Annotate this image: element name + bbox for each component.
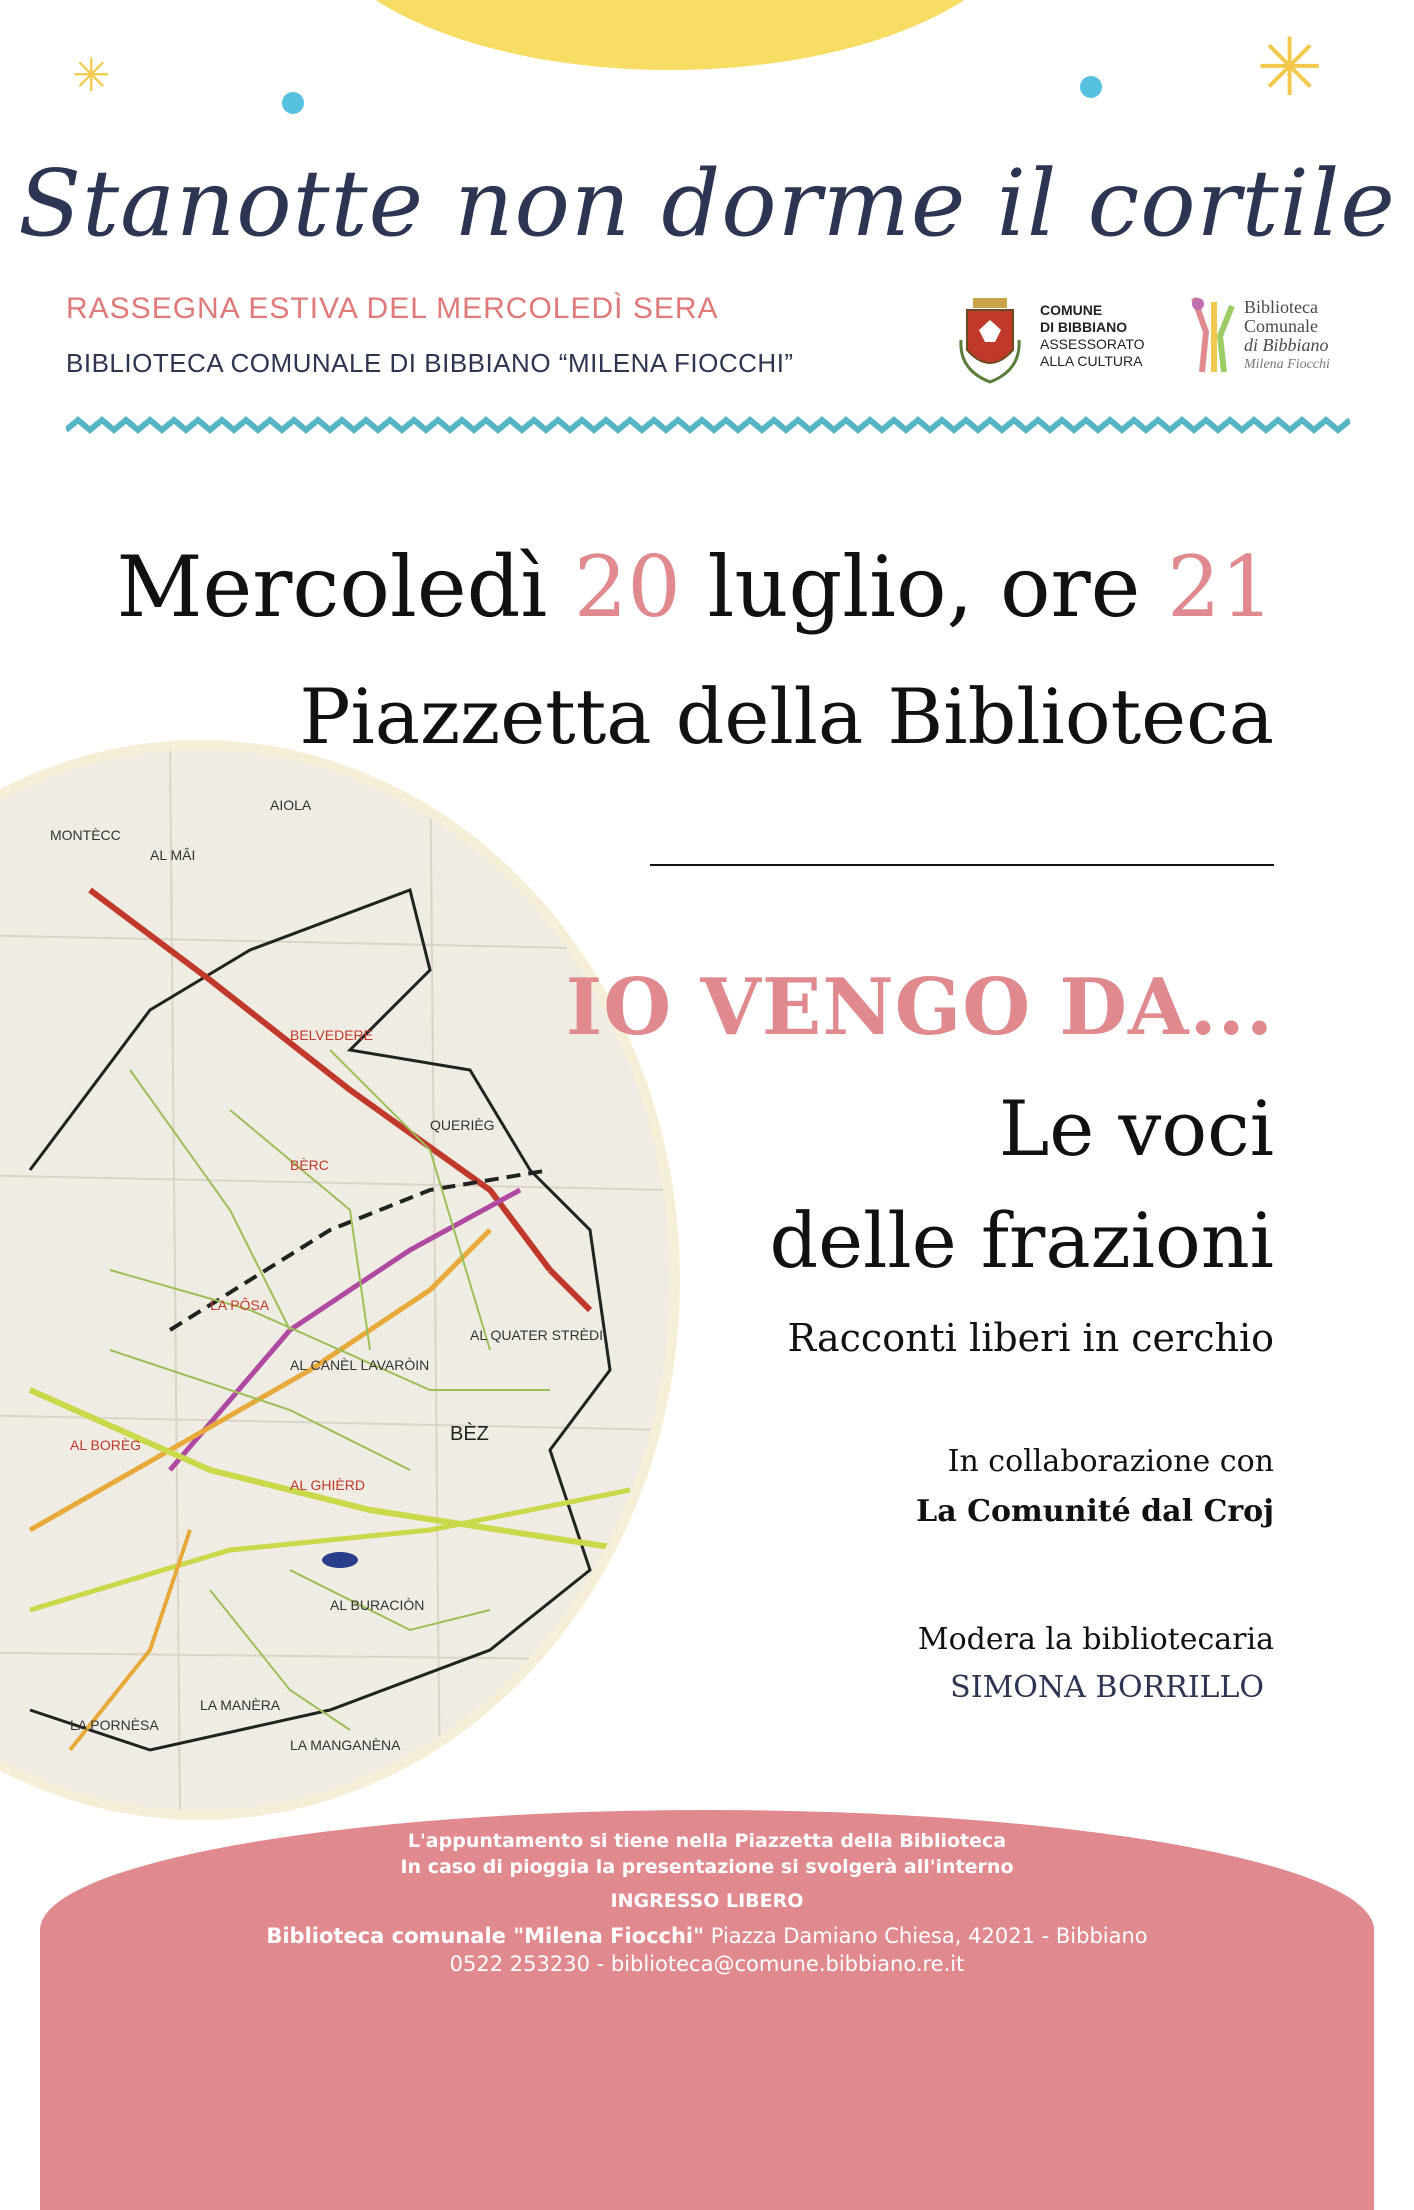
event-title-line2: delle frazioni (769, 1196, 1274, 1285)
svg-text:AL BURACIÒN: AL BURACIÒN (330, 1597, 425, 1613)
biblioteca-line: Comunale (1244, 316, 1318, 336)
event-tagline: Racconti liberi in cerchio (787, 1316, 1274, 1360)
biblioteca-line: Biblioteca (1244, 297, 1318, 317)
biblioteca-logo-text (1244, 298, 1330, 374)
comune-logo-text (1040, 302, 1145, 370)
svg-text:BELVEDERE: BELVEDERE (290, 1027, 373, 1043)
event-day: Mercoledì (116, 538, 548, 636)
yellow-sun-shape (310, 0, 1030, 70)
svg-text:LA PORNÈSA: LA PORNÈSA (70, 1717, 159, 1733)
svg-text:AL GHIÈRD: AL GHIÈRD (290, 1477, 365, 1493)
svg-text:MONTÈCC: MONTÈCC (50, 827, 121, 843)
comune-line: ASSESSORATO (1040, 336, 1145, 352)
svg-text:LA PÔSA: LA PÔSA (210, 1297, 270, 1313)
footer-line2: In caso di pioggia la presentazione si svolgerà all'interno (400, 1856, 1014, 1878)
event-place: Piazzetta della Biblioteca (299, 672, 1274, 761)
svg-text:LA MANÈRA: LA MANÈRA (200, 1697, 281, 1713)
svg-text:AL BORÈG: AL BORÈG (70, 1437, 142, 1453)
event-date (117, 538, 1275, 636)
biblioteca-line: di Bibbiano (1244, 335, 1329, 355)
comune-coat-of-arms-icon (955, 290, 1025, 386)
event-headline: IO VENGO DA... (565, 962, 1274, 1053)
svg-text:BÈRC: BÈRC (290, 1157, 329, 1173)
library-name-line: BIBLIOTECA COMUNALE DI BIBBIANO “MILENA FIOCCHI” (66, 348, 794, 378)
zigzag-divider (66, 410, 1350, 450)
moderator-name: SIMONA BORRILLO (950, 1670, 1264, 1705)
event-month-time: luglio, ore (707, 538, 1141, 636)
series-subtitle: RASSEGNA ESTIVA DEL MERCOLEDÌ SERA (66, 292, 719, 325)
biblioteca-line: Milena Fiocchi (1244, 357, 1330, 372)
blue-dot (1080, 76, 1102, 98)
svg-text:LA MANGANÈNA: LA MANGANÈNA (290, 1737, 401, 1753)
footer-address (0, 1924, 1414, 1948)
svg-text:BÈZ: BÈZ (450, 1423, 489, 1445)
svg-text:AIOLA: AIOLA (270, 797, 312, 813)
sparkle-icon: ✳ (1256, 21, 1324, 114)
event-series-title: Stanotte non dorme il cortile (18, 150, 1396, 257)
comune-line: DI BIBBIANO (1040, 319, 1128, 335)
event-hour: 21 (1167, 538, 1274, 636)
svg-text:AL MÂI: AL MÂI (150, 847, 196, 863)
section-divider (650, 864, 1274, 866)
collaboration-label: In collaborazione con (947, 1444, 1274, 1479)
moderator-label: Modera la bibliotecaria (917, 1622, 1274, 1657)
footer-address-library: Biblioteca comunale "Milena Fiocchi" (266, 1924, 705, 1948)
biblioteca-logo-icon (1188, 292, 1238, 376)
comune-line: COMUNE (1040, 302, 1103, 318)
event-date-number: 20 (573, 538, 681, 636)
collaboration-name: La Comunité dal Croj (916, 1494, 1274, 1529)
event-title-line1: Le voci (998, 1084, 1274, 1173)
svg-text:AL QUATER STRÈDI: AL QUATER STRÈDI (470, 1327, 604, 1343)
hand-drawn-map (0, 740, 680, 1820)
footer-contacts: 0522 253230 - biblioteca@comune.bibbiano.re.it (449, 1952, 965, 1976)
svg-text:QUERIÈG: QUERIÈG (430, 1117, 495, 1133)
sparkle-icon: ✳ (72, 48, 111, 102)
comune-line: ALLA CULTURA (1040, 353, 1143, 369)
footer-line1: L'appuntamento si tiene nella Piazzetta della Biblioteca (407, 1830, 1007, 1852)
footer-address-street: Piazza Damiano Chiesa, 42021 - Bibbiano (704, 1924, 1148, 1948)
svg-text:AL CANÈL LAVARÒIN: AL CANÈL LAVARÒIN (290, 1357, 430, 1373)
blue-dot (282, 92, 304, 114)
footer-line3: INGRESSO LIBERO (610, 1890, 804, 1912)
